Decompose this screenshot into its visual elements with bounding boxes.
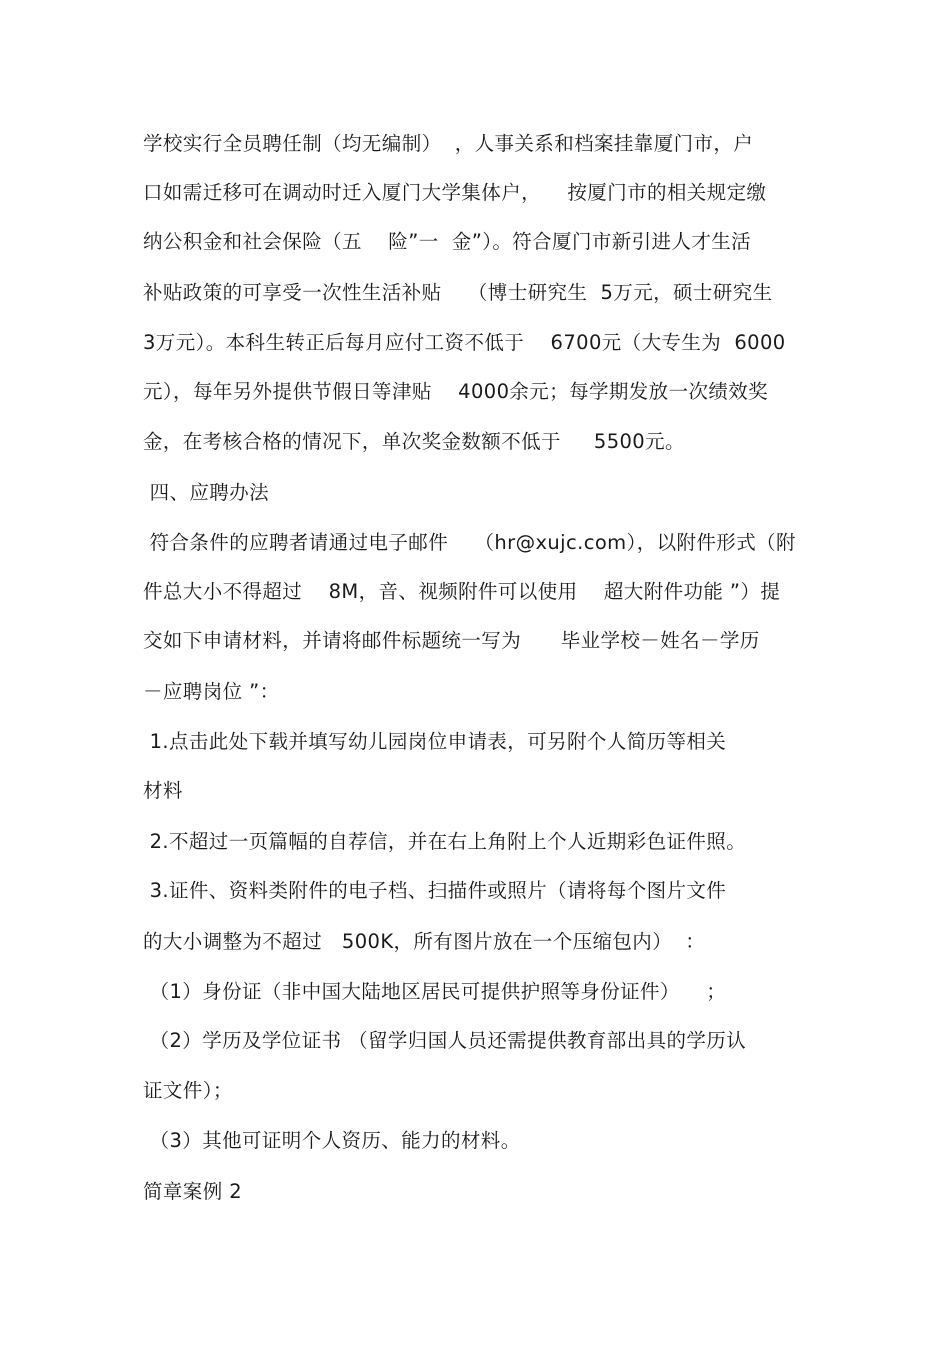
- list-item: （1）身份证（非中国大陆地区居民可提供护照等身份证件） ；: [143, 980, 727, 1003]
- text-line: 元），每年另外提供节假日等津贴 4000余元；每学期发放一次绩效奖: [143, 380, 769, 403]
- text-line: 口如需迁移可在调动时迁入厦门大学集体户， 按厦门市的相关规定缴: [143, 181, 767, 204]
- text-line: 学校实行全员聘任制（均无编制） ，人事关系和档案挂靠厦门市，户: [143, 132, 754, 155]
- list-item: 3.证件、资料类附件的电子档、扫描件或照片（请将每个图片文件: [143, 879, 727, 902]
- section-heading: 简章案例 2: [143, 1180, 243, 1203]
- text-line: 材料: [143, 779, 183, 802]
- text-line: 件总大小不得超过 8M，音、视频附件可以使用 超大附件功能 ”）提: [143, 580, 781, 603]
- text-line: 符合条件的应聘者请通过电子邮件 （hr@xujc.com），以附件形式（附: [143, 531, 796, 554]
- section-heading: 四、应聘办法: [143, 481, 269, 504]
- text-line: 纳公积金和社会保险（五 险”一 金”）。符合厦门市新引进人才生活: [143, 230, 752, 253]
- text-line: 证文件）；: [143, 1079, 233, 1102]
- list-item: （2）学历及学位证书 （留学归国人员还需提供教育部出具的学历认: [143, 1029, 747, 1052]
- list-item: 2.不超过一页篇幅的自荐信，并在右上角附上个人近期彩色证件照。: [143, 830, 747, 853]
- text-line: 金，在考核合格的情况下，单次奖金数额不低于 5500元。: [143, 430, 685, 453]
- text-line: 补贴政策的可享受一次性生活补贴 （博士研究生 5万元，硕士研究生: [143, 281, 773, 304]
- text-line: －应聘岗位 ”：: [143, 680, 280, 703]
- list-item: （3）其他可证明个人资历、能力的材料。: [143, 1129, 521, 1152]
- list-item: 1.点击此处下载并填写幼儿园岗位申请表，可另附个人简历等相关: [143, 730, 727, 753]
- text-line: 的大小调整为不超过 500K，所有图片放在一个压缩包内） ：: [143, 930, 706, 953]
- text-line: 交如下申请材料，并请将邮件标题统一写为 毕业学校－姓名－学历: [143, 629, 760, 652]
- text-line: 3万元）。本科生转正后每月应付工资不低于 6700元（大专生为 6000: [143, 331, 786, 354]
